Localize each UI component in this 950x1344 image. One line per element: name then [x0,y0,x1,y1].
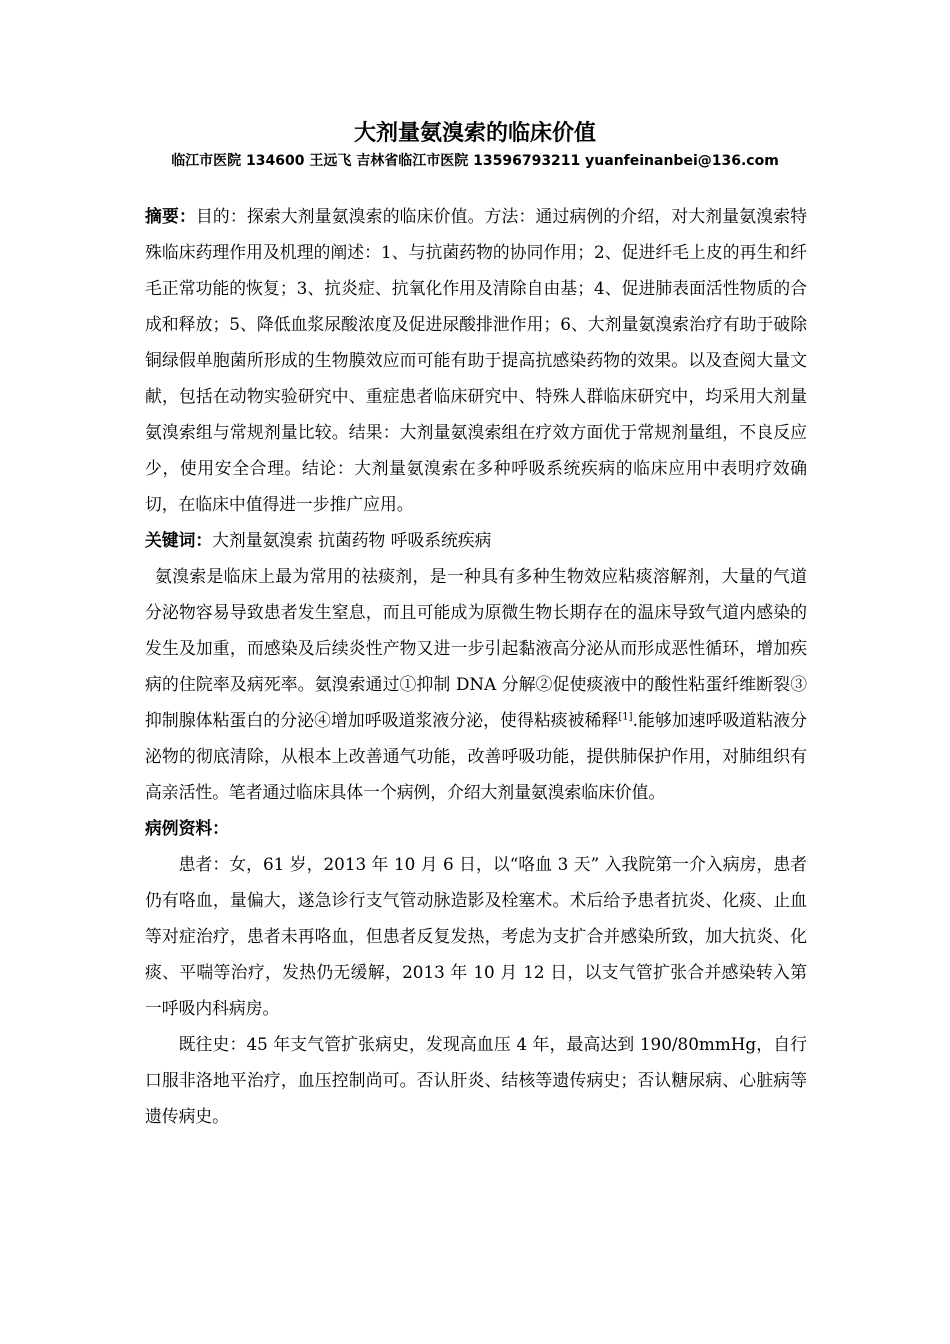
paper-body [145,198,807,1134]
history-paragraph: 既往史：45 年支气管扩张病史，发现高血压 4 年，最高达到 190/80mmHg，自行口服非洛地平治疗，血压控制尚可。否认肝炎、结核等遗传病史；否认糖尿病、心脏病等遗传病史。 [145,1034,807,1126]
intro-text-continued: .能够加速呼吸道粘液分泌物的彻底清除，从根本上改善通气功能，改善呼吸功能，提供肺保护作用，对肺组织有高亲活性。笔者通过临床具体一个病例，介绍大剂量氨溴索临床价值。 [145,710,807,802]
abstract-paragraph [145,198,807,522]
keywords-paragraph [145,522,807,558]
paper-title: 大剂量氨溴索的临床价值 [353,121,596,146]
abstract-text: 目的：探索大剂量氨溴索的临床价值。方法：通过病例的介绍，对大剂量氨溴索特殊临床药理作用及机理的阐述：1、与抗菌药物的协同作用；2、促进纤毛上皮的再生和纤毛正常功能的恢复；3、抗炎症、抗氧化作用及清除自由基；4、促进肺表面活性物质的合成和释放；5、降低血浆尿酸浓度及促进尿酸排泄作用；6、大剂量氨溴索治疗有助于破除铜绿假单胞菌所形成的生物膜效应而可能有助于提高抗感染药物的效果。以及查阅大量文献，包括在动物实验研究中、重症患者临床研究中、特殊人群临床研究中，均采用大剂量氨溴索组与常规剂量比较。结果：大剂量氨溴索组在疗效方面优于常规剂量组，不良反应少，使用安全合理。结论：大剂量氨溴索在多种呼吸系统疾病的临床应用中表明疗效确切，在临床中值得进一步推广应用。 [145,206,807,514]
citation-ref[interactable]: [1] [618,711,633,723]
abstract-label: 摘要： [145,206,196,226]
keywords-label: 关键词： [145,530,213,550]
keyword: 抗菌药物 [318,530,386,550]
intro-paragraph [145,558,807,810]
keyword: 呼吸系统疾病 [390,530,492,550]
intro-text: 氨溴索是临床上最为常用的祛痰剂，是一种具有多种生物效应粘痰溶解剂，大量的气道分泌物容易导致患者发生窒息，而且可能成为原微生物长期存在的温床导致气道内感染的发生及加重，而感染及后续炎性产物又进一步引起黏液高分泌从而形成恶性循环，增加疾病的住院率及病死率。氨溴索通过①抑制 DNA 分解②促使痰液中的酸性粘蛋纤维断裂③抑制腺体粘蛋白的分泌④增加呼吸道浆液分泌，使得粘痰被稀释 [145,566,807,730]
keyword: 大剂量氨溴索 [212,530,313,550]
case-heading: 病例资料： [145,818,229,838]
patient-paragraph: 患者：女，61 岁，2013 年 10 月 6 日，以“咯血 3 天” 入我院第一介入病房，患者仍有咯血，量偏大，遂急诊行支气管动脉造影及栓塞术。术后给予患者抗炎、化痰、止血等对症治疗，患者未再咯血，但患者反复发热，考虑为支扩合并感染所致，加大抗炎、化痰、平喘等治疗，发热仍无缓解，2013 年 10 月 12 日，以支气管扩张合并感染转入第一呼吸内科病房。 [145,854,807,1018]
author-line: 临江市医院 134600 王远飞 吉林省临江市医院 13596793211 yuanfeinanbei@136.com [171,153,779,169]
